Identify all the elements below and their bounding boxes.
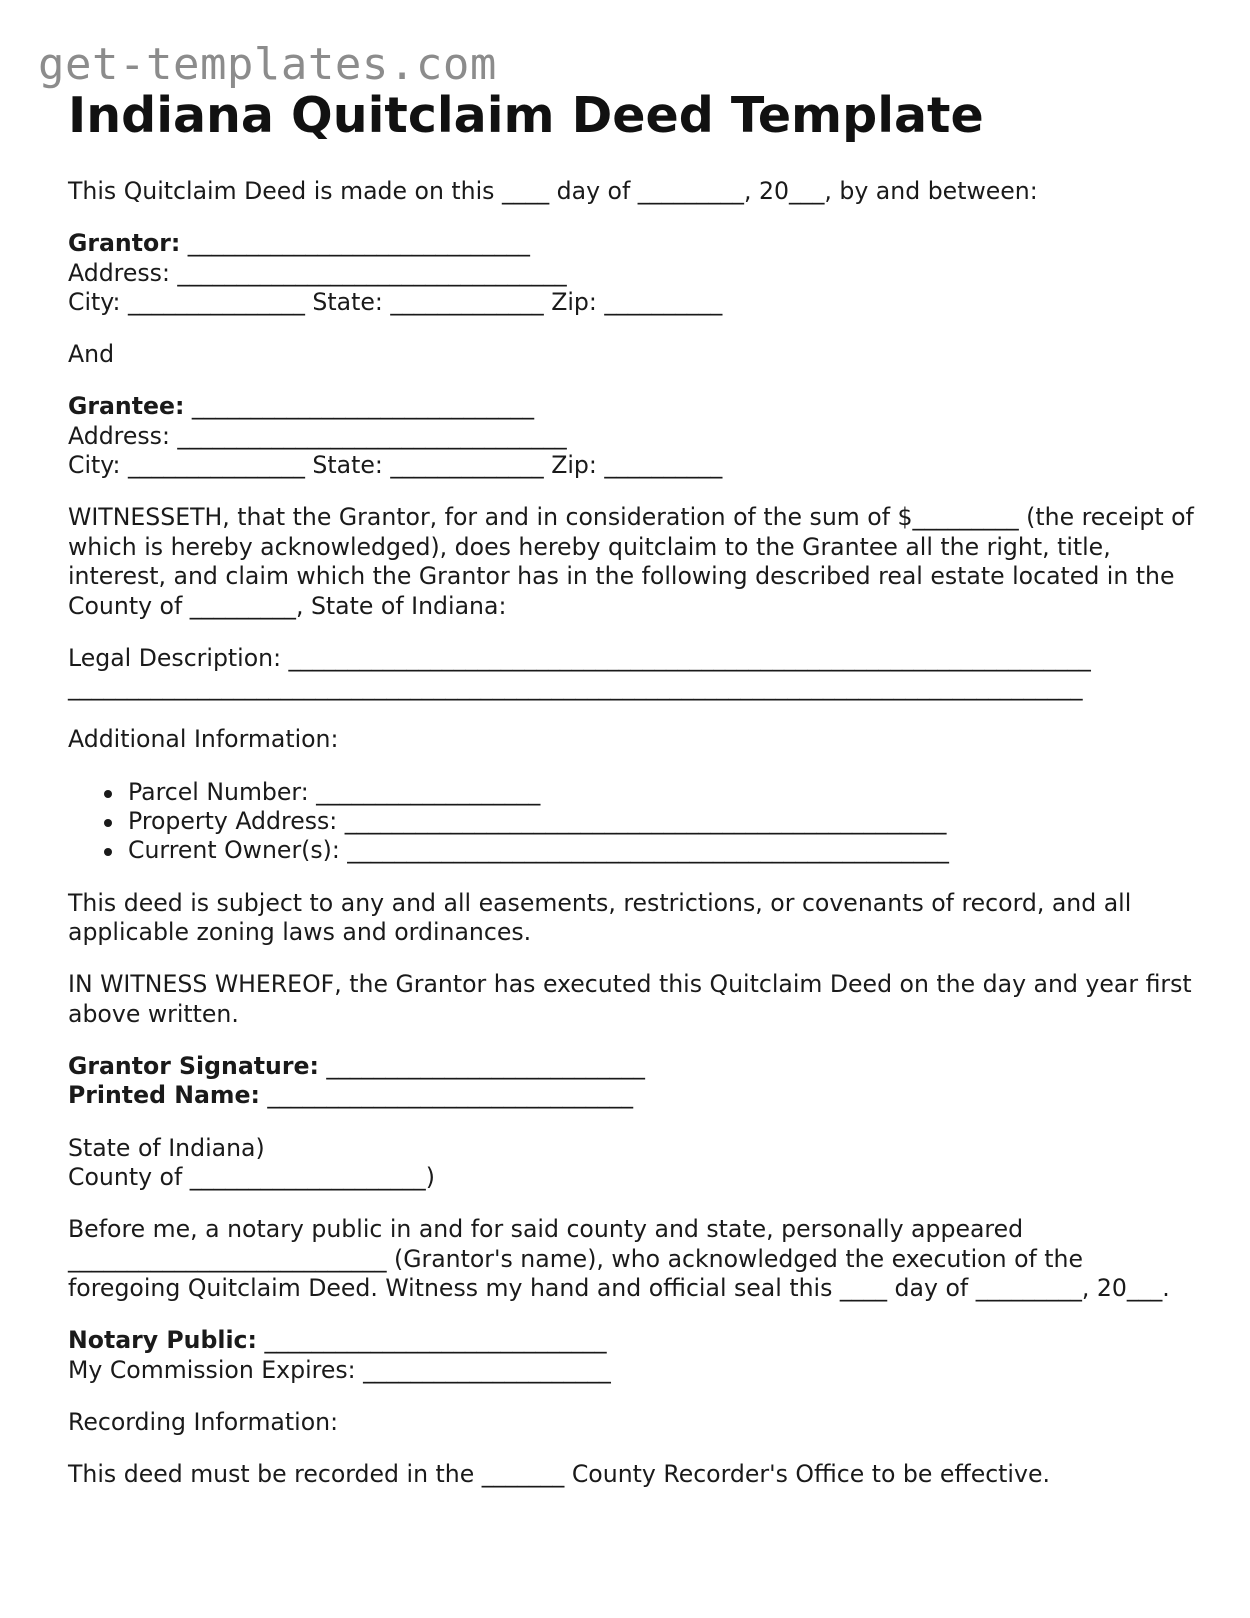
grantor-address-line: Address: _________________________________ xyxy=(68,258,567,287)
legal-description xyxy=(68,644,1198,703)
grantor-city-state-zip-line: City: _______________ State: _____________ Zip: __________ xyxy=(68,288,723,317)
grantee-block xyxy=(68,392,1198,480)
witnesseth-paragraph: WITNESSETH, that the Grantor, for and in consideration of the sum of $_________ (the receipt of which is hereby acknowledged), does hereby quitclaim to the Grantee all the right, title, interest, and claim which the Grantor has in the following described real estate located in the County of _________, State of Indiana: xyxy=(68,503,1194,620)
list-item-parcel-number: Parcel Number: ___________________ xyxy=(128,778,1198,807)
signature-block xyxy=(68,1052,1198,1111)
notary-block xyxy=(68,1326,1198,1385)
printed-name-line xyxy=(68,1081,1198,1110)
printed-name-blank: _______________________________ xyxy=(259,1081,634,1110)
notary-public-line xyxy=(68,1326,1198,1355)
venue-state: State of Indiana) xyxy=(68,1133,265,1162)
deed-body xyxy=(68,177,1198,1489)
notary-public-blank: _____________________________ xyxy=(256,1326,607,1355)
legal-description-line-1: Legal Description: ____________________________________________________________________ xyxy=(68,643,1091,672)
notary-paragraph: Before me, a notary public in and for said county and state, personally appeared ___________________________ (Grantor's name), who acknowledged the execution of the foregoing Quitclaim Deed. Witness my hand and official seal this ____ day of _________, 20___. xyxy=(68,1215,1170,1302)
printed-name-label: Printed Name: xyxy=(68,1081,260,1110)
list-item-current-owners: Current Owner(s): ___________________________________________________ xyxy=(128,836,1198,865)
commission-expires-line: My Commission Expires: _____________________ xyxy=(68,1355,611,1384)
intro-line: This Quitclaim Deed is made on this ____ day of _________, 20___, by and between: xyxy=(68,177,1038,205)
subject-clause: This deed is subject to any and all easements, restrictions, or covenants of record, and all applicable zoning laws and ordinances. xyxy=(68,888,1132,947)
legal-description-line-2: ______________________________________________________________________________________ xyxy=(68,673,1083,702)
additional-info-list xyxy=(68,778,1198,866)
notary-public-label: Notary Public: xyxy=(68,1326,257,1355)
grantee-name-blank: _____________________________ xyxy=(184,392,535,421)
grantee-city-state-zip-line: City: _______________ State: _____________ Zip: __________ xyxy=(68,451,723,480)
grantee-name-line xyxy=(68,392,1198,421)
grantee-address-line: Address: _________________________________ xyxy=(68,421,567,450)
watermark: get-templates.com xyxy=(38,39,497,90)
additional-info-heading: Additional Information: xyxy=(68,725,339,754)
and-text: And xyxy=(68,340,115,369)
grantor-label: Grantor: xyxy=(68,229,181,258)
grantee-label: Grantee: xyxy=(68,392,185,421)
list-item-property-address: Property Address: ___________________________________________________ xyxy=(128,807,1198,836)
grantor-signature-line xyxy=(68,1052,1198,1081)
grantor-name-blank: _____________________________ xyxy=(180,229,530,258)
in-witness-paragraph: IN WITNESS WHEREOF, the Grantor has executed this Quitclaim Deed on the day and year first above written. xyxy=(68,970,1192,1028)
grantor-name-line xyxy=(68,229,1198,258)
venue-county: County of ____________________) xyxy=(68,1162,435,1191)
page-title: Indiana Quitclaim Deed Template xyxy=(68,87,984,144)
grantor-signature-label: Grantor Signature: xyxy=(68,1051,319,1080)
grantor-block xyxy=(68,229,1198,317)
venue-block xyxy=(68,1134,1198,1193)
recording-text: This deed must be recorded in the _______ County Recorder's Office to be effective. xyxy=(68,1459,1050,1488)
recording-heading: Recording Information: xyxy=(68,1407,339,1436)
grantor-signature-blank: ___________________________ xyxy=(318,1051,645,1080)
